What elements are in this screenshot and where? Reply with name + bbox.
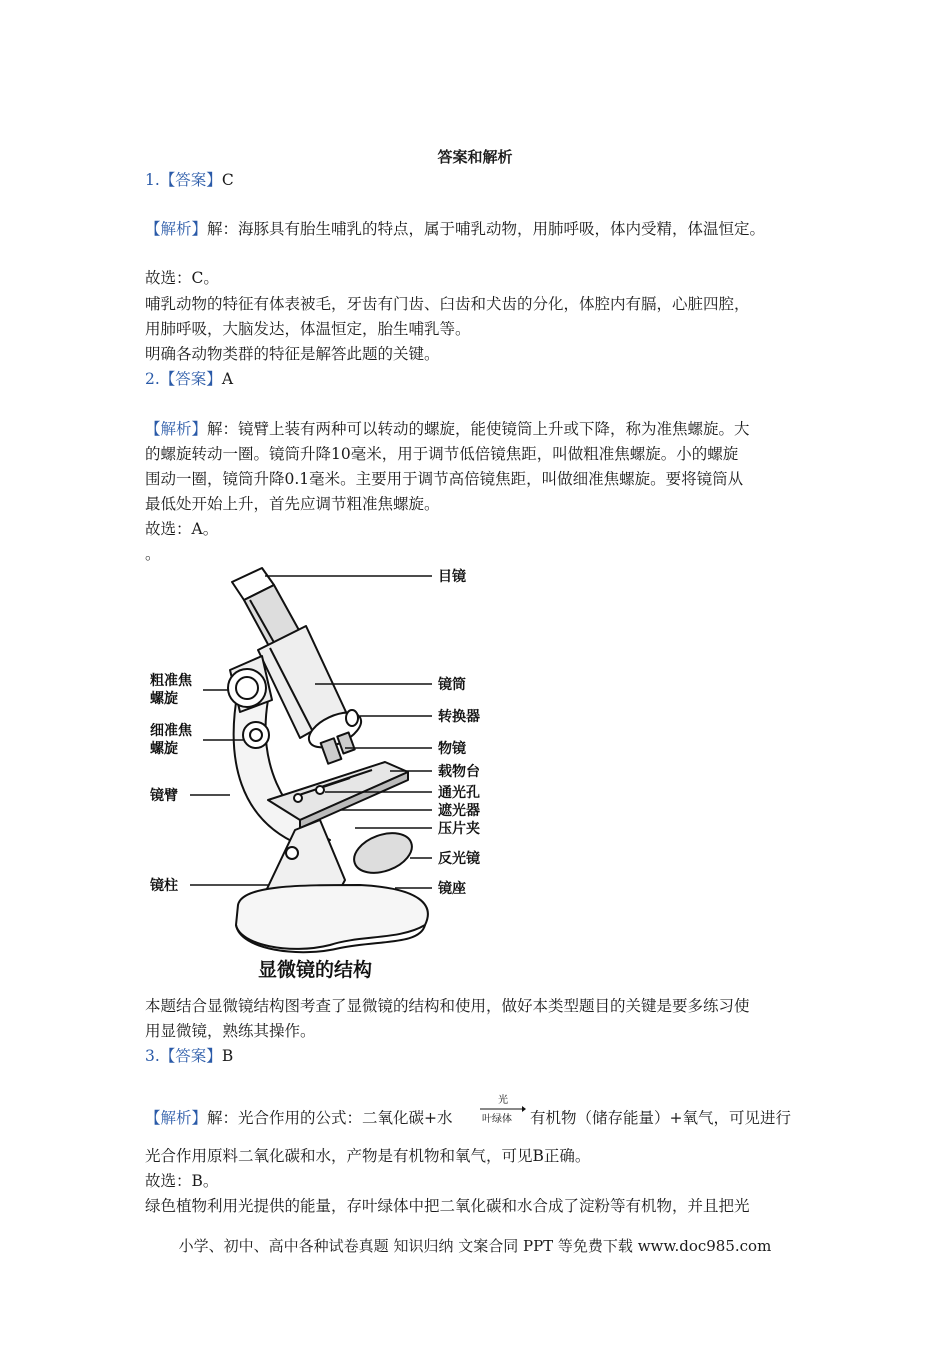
label-arm: 镜臂 bbox=[150, 788, 178, 804]
q1-analysis-line bbox=[145, 219, 765, 239]
q3-answer-line bbox=[145, 1046, 233, 1066]
label-coarse-1: 粗准焦 bbox=[150, 673, 192, 689]
label-coarse-2: 螺旋 bbox=[150, 691, 178, 707]
q2-analysis-tag: 【解析】 bbox=[145, 420, 208, 438]
arrow-top-label: 光 bbox=[498, 1095, 508, 1106]
q2-analysis-line-4: 最低处开始上升，首先应调节粗准焦螺旋。 bbox=[145, 495, 440, 513]
q2-analysis-text-1: 解：镜臂上装有两种可以转动的螺旋，能使镜筒上升或下降，称为准焦螺旋。大 bbox=[207, 420, 750, 438]
label-eyepiece: 目镜 bbox=[438, 569, 466, 585]
q1-note-1: 哺乳动物的特征有体表被毛，牙齿有门齿、臼齿和犬齿的分化，体腔内有膈，心脏四腔， bbox=[145, 295, 750, 313]
q3-analysis-line-2: 光合作用原料二氧化碳和水，产物是有机物和氧气，可见B正确。 bbox=[145, 1147, 591, 1165]
fine-knob-part bbox=[243, 722, 269, 748]
label-aperture: 通光孔 bbox=[438, 785, 480, 801]
microscope-diagram bbox=[140, 560, 500, 990]
q3-choice: 故选：B。 bbox=[145, 1172, 219, 1190]
q2-answer-line bbox=[145, 369, 233, 389]
q1-analysis-tag: 【解析】 bbox=[145, 220, 208, 238]
q2-summary-1: 本题结合显微镜结构图考查了显微镜的结构和使用，做好本类型题目的关键是要多练习使 bbox=[145, 997, 750, 1015]
label-fine-1: 细准焦 bbox=[150, 723, 192, 739]
q3-analysis-tag: 【解析】 bbox=[145, 1109, 208, 1127]
q1-answer-value: C bbox=[221, 171, 234, 189]
q1-answer-tag: 【答案】 bbox=[159, 171, 222, 189]
q1-answer-number: 1. bbox=[145, 171, 160, 189]
label-stage: 载物台 bbox=[438, 764, 480, 780]
q2-summary-2: 用显微镜，熟练其操作。 bbox=[145, 1022, 316, 1040]
q3-formula-post: 有机物（储存能量）+氧气，可见进行 bbox=[530, 1109, 791, 1127]
q2-analysis-line-1 bbox=[145, 419, 750, 439]
base-part bbox=[236, 885, 428, 949]
q2-dot: 。 bbox=[145, 545, 161, 563]
label-mirror: 反光镜 bbox=[438, 851, 480, 867]
q1-answer-line bbox=[145, 170, 234, 190]
mirror-part bbox=[349, 826, 418, 880]
label-fine-2: 螺旋 bbox=[150, 741, 178, 757]
page-title: 答案和解析 bbox=[437, 148, 513, 166]
q1-analysis-text: 解：海豚具有胎生哺乳的特点，属于哺乳动物，用肺呼吸，体内受精，体温恒定。 bbox=[207, 220, 766, 238]
q3-note-1: 绿色植物利用光提供的能量，存叶绿体中把二氧化碳和水合成了淀粉等有机物，并且把光 bbox=[145, 1197, 750, 1215]
q3-formula-line-pre bbox=[145, 1108, 453, 1128]
q1-choice: 故选：C。 bbox=[145, 269, 219, 287]
q3-answer-tag: 【答案】 bbox=[159, 1047, 222, 1065]
q2-answer-tag: 【答案】 bbox=[159, 370, 222, 388]
reaction-arrow bbox=[478, 1092, 526, 1128]
q3-answer-number: 3. bbox=[145, 1047, 160, 1065]
q2-analysis-line-3: 围动一圈，镜筒升降0.1毫米。主要用于调节高倍镜焦距，叫做细准焦螺旋。要将镜筒从 bbox=[145, 470, 744, 488]
q3-answer-value: B bbox=[221, 1047, 234, 1065]
label-converter: 转换器 bbox=[438, 709, 480, 725]
coarse-knob-part bbox=[228, 669, 266, 707]
arrow-bottom-label: 叶绿体 bbox=[482, 1114, 512, 1125]
label-clip: 压片夹 bbox=[438, 821, 480, 837]
page-footer: 小学、初中、高中各种试卷真题 知识归纳 文案合同 PPT 等免费下载 www.doc985.com bbox=[178, 1237, 772, 1255]
q2-analysis-line-2: 的螺旋转动一圈。镜筒升降10毫米，用于调节低倍镜焦距，叫做粗准焦螺旋。小的螺旋 bbox=[145, 445, 739, 463]
q2-choice: 故选：A。 bbox=[145, 520, 219, 538]
q2-answer-number: 2. bbox=[145, 370, 160, 388]
q1-note-2: 用肺呼吸，大脑发达，体温恒定，胎生哺乳等。 bbox=[145, 320, 471, 338]
figure-caption: 显微镜的结构 bbox=[258, 959, 373, 981]
q3-formula-pre: 解：光合作用的公式：二氧化碳+水 bbox=[207, 1109, 453, 1127]
label-objective: 物镜 bbox=[438, 741, 466, 757]
label-base: 镜座 bbox=[438, 881, 466, 897]
label-diaphragm: 遮光器 bbox=[438, 803, 480, 819]
label-tube: 镜筒 bbox=[438, 677, 466, 693]
q2-answer-value: A bbox=[221, 370, 234, 388]
label-pillar: 镜柱 bbox=[150, 878, 178, 894]
q1-note-3: 明确各动物类群的特征是解答此题的关键。 bbox=[145, 345, 440, 363]
